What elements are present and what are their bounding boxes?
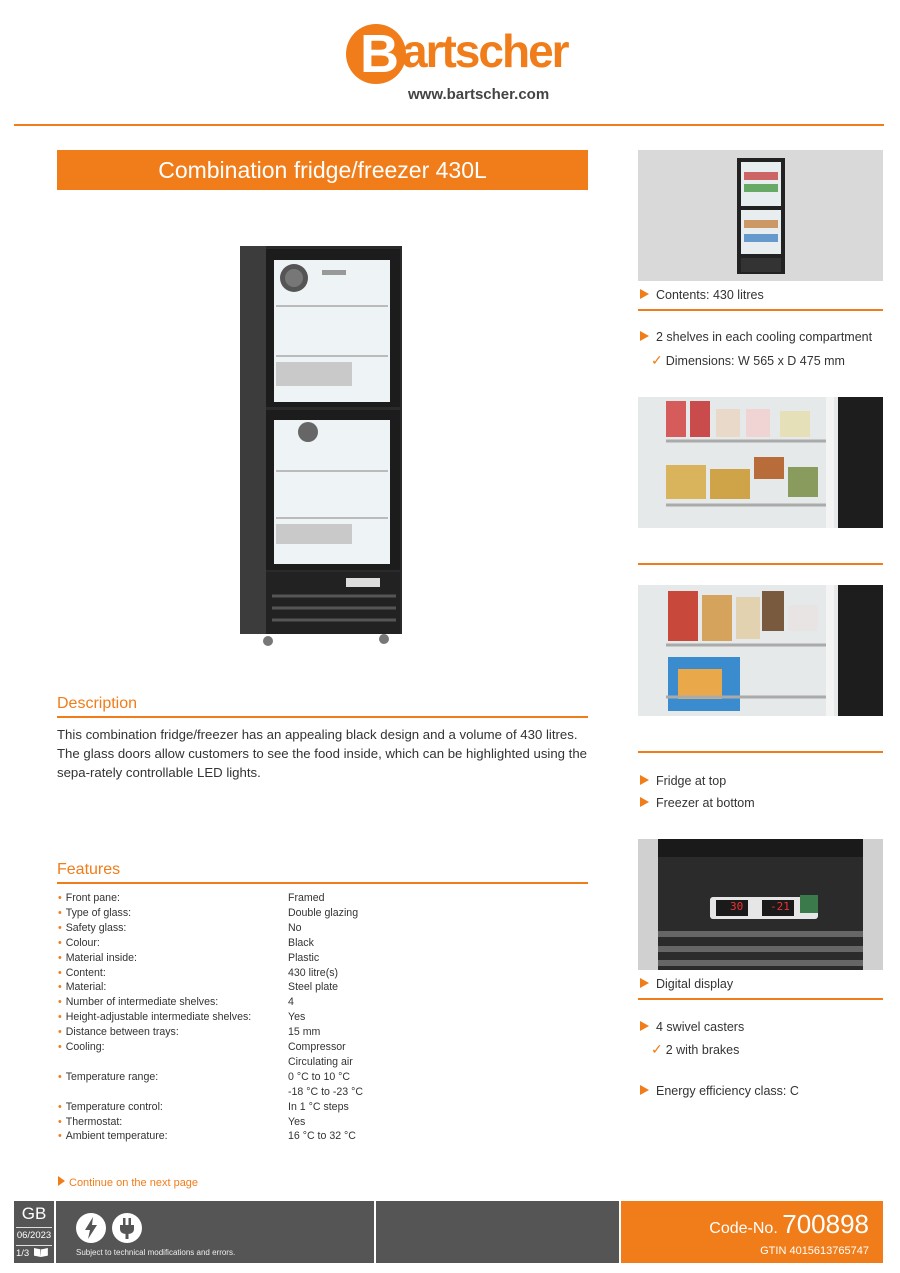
feature-label-text: Number of intermediate shelves: [65, 996, 219, 1009]
bullet-icon: • [58, 1100, 62, 1113]
bullet-freezer-bottom-text: Freezer at bottom [656, 796, 755, 810]
bullet-icon: • [58, 951, 62, 964]
feature-label [58, 1129, 288, 1144]
feature-label [58, 906, 288, 921]
feature-label [58, 951, 288, 966]
bullet-icon: • [58, 921, 62, 934]
bullet-shelves-text: 2 shelves in each cooling compartment [656, 330, 873, 344]
display-photo [638, 839, 883, 970]
feature-value: 15 mm [288, 1026, 321, 1039]
display-value-right: -21 [770, 900, 790, 913]
feature-value: Compressor [288, 1041, 346, 1053]
freezer-interior-image [638, 585, 883, 716]
feature-label-text: Cooling: [65, 1041, 105, 1053]
footer-code [621, 1201, 883, 1263]
divider-3 [638, 751, 883, 753]
feature-label-text: Safety glass: [65, 921, 127, 934]
feature-value: 16 °C to 32 °C [288, 1130, 356, 1143]
bullet-fridge-top [640, 774, 726, 788]
feature-label-text: Material inside: [65, 951, 137, 964]
triangle-icon [640, 1021, 649, 1031]
feature-label-text: Temperature control: [65, 1100, 163, 1113]
bullet-icon: • [58, 981, 62, 994]
bullet-icon: • [58, 1070, 62, 1083]
bullet-icon: • [58, 1115, 62, 1128]
feature-label [58, 995, 288, 1010]
divider-1 [638, 309, 883, 311]
feature-label-text: Colour: [65, 936, 100, 949]
bullet-icon: • [58, 936, 62, 949]
feature-label-text: Type of glass: [65, 906, 132, 919]
code-value: 700898 [782, 1209, 869, 1239]
bullet-energy [640, 1084, 799, 1098]
bullet-icon: • [58, 996, 62, 1009]
header-divider [14, 124, 884, 126]
plug-icon [112, 1213, 142, 1243]
bullet-icon: • [58, 892, 62, 904]
gtin: GTIN 4015613765747 [760, 1245, 869, 1257]
feature-value: In 1 °C steps [288, 1100, 349, 1113]
triangle-icon [640, 775, 649, 785]
page-number [16, 1248, 48, 1259]
triangle-icon [640, 978, 649, 988]
feature-label-text: Distance between trays: [65, 1026, 179, 1039]
digital-display-image [638, 839, 883, 970]
meta-divider [16, 1227, 52, 1228]
triangle-icon [640, 797, 649, 807]
logo-mark: B [346, 24, 406, 84]
feature-label [58, 1025, 288, 1040]
bullet-contents-text: Contents: 430 litres [656, 288, 764, 302]
feature-label-text: Content: [65, 966, 106, 979]
bullet-display-text: Digital display [656, 977, 734, 991]
bullet-shelves [640, 330, 872, 344]
check-brakes [651, 1041, 739, 1058]
issue-date: 06/2023 [16, 1230, 52, 1241]
feature-label-text: Front pane: [65, 892, 120, 904]
play-icon [58, 1176, 65, 1186]
feature-label [58, 1040, 288, 1055]
feature-label-text: Temperature range: [65, 1070, 159, 1083]
display-value-left: 30 [730, 900, 744, 913]
feature-value: Framed [288, 892, 325, 904]
checkmark-icon: ✓ [651, 352, 663, 368]
footer-meta [14, 1201, 54, 1263]
disclaimer: Subject to technical modifications and errors. [76, 1248, 236, 1257]
description-text: This combination fridge/freezer has an appealing black design and a volume of 430 litres. The glass doors allow customers to see the food inside, which can be highlighted using the sepa-rately controllable LED lights. [57, 727, 588, 780]
description-divider [57, 716, 588, 718]
country-code: GB [21, 1204, 47, 1223]
feature-value: Yes [288, 1115, 306, 1128]
bullet-icon: • [58, 1026, 62, 1039]
bullet-freezer-bottom [640, 796, 755, 810]
book-icon [34, 1248, 48, 1257]
continue-link[interactable] [58, 1176, 198, 1189]
bullet-display [640, 977, 733, 991]
features-heading: Features [57, 861, 121, 878]
triangle-icon [640, 1085, 649, 1095]
feature-value: Double glazing [288, 906, 359, 919]
feature-value: Circulating air [288, 1055, 353, 1068]
bullet-casters [640, 1020, 744, 1034]
website-link[interactable]: www.bartscher.com [408, 86, 550, 103]
feature-value: No [288, 921, 302, 934]
description-heading: Description [57, 695, 138, 712]
feature-value: 4 [288, 996, 294, 1009]
feature-value: Steel plate [288, 981, 339, 994]
product-image [238, 246, 404, 646]
feature-label [58, 1010, 288, 1025]
meta-divider [16, 1245, 52, 1246]
check-dimensions [651, 352, 845, 369]
product-title: Combination fridge/freezer 430L [57, 150, 588, 190]
bullet-energy-text: Energy efficiency class: C [656, 1084, 799, 1098]
feature-label-text: Ambient temperature: [65, 1130, 168, 1143]
continue-label: Continue on the next page [69, 1177, 199, 1189]
code-number [709, 1209, 869, 1240]
triangle-icon [640, 289, 649, 299]
page-number-text: 1/3 [16, 1248, 30, 1259]
check-brakes-text: 2 with brakes [665, 1043, 740, 1057]
bullet-icon: • [58, 1130, 62, 1143]
feature-label [58, 1115, 288, 1130]
checkmark-icon: ✓ [651, 1041, 663, 1057]
check-dimensions-text: Dimensions: W 565 x D 475 mm [665, 354, 845, 368]
brand-logo: artscher [402, 25, 568, 77]
feature-label [58, 1100, 288, 1115]
fridge-thumbnail-image [638, 150, 883, 281]
feature-value: Plastic [288, 951, 320, 964]
feature-label-text: Material: [65, 981, 107, 994]
footer-middle [376, 1201, 619, 1263]
bullet-icon: • [58, 906, 62, 919]
bullet-icon: • [58, 1011, 62, 1024]
shelf-photo-top [638, 397, 883, 528]
triangle-icon [640, 331, 649, 341]
product-thumbnail [638, 150, 883, 281]
code-label: Code-No. [709, 1220, 778, 1237]
bullet-fridge-top-text: Fridge at top [656, 774, 727, 788]
bullet-contents [640, 288, 764, 302]
shelf-photo-bottom [638, 585, 883, 716]
feature-label [58, 921, 288, 936]
bullet-icon: • [58, 966, 62, 979]
feature-label [58, 891, 288, 906]
bullet-casters-text: 4 swivel casters [656, 1020, 745, 1034]
feature-label-text: Height-adjustable intermediate shelves: [65, 1011, 252, 1024]
feature-value: Black [288, 936, 314, 949]
bullet-icon: • [58, 1041, 62, 1053]
features-divider [57, 882, 588, 884]
electric-icon [76, 1213, 106, 1243]
divider-4 [638, 998, 883, 1000]
feature-value: -18 °C to -23 °C [288, 1085, 364, 1098]
feature-label [58, 1070, 288, 1085]
feature-label [58, 966, 288, 981]
feature-label [58, 936, 288, 951]
fridge-interior-image [638, 397, 883, 528]
feature-value: Yes [288, 1011, 306, 1024]
feature-value: 430 litre(s) [288, 966, 339, 979]
feature-value: 0 °C to 10 °C [288, 1070, 351, 1083]
feature-label [58, 980, 288, 995]
divider-2 [638, 563, 883, 565]
feature-label-text: Thermostat: [65, 1115, 123, 1128]
